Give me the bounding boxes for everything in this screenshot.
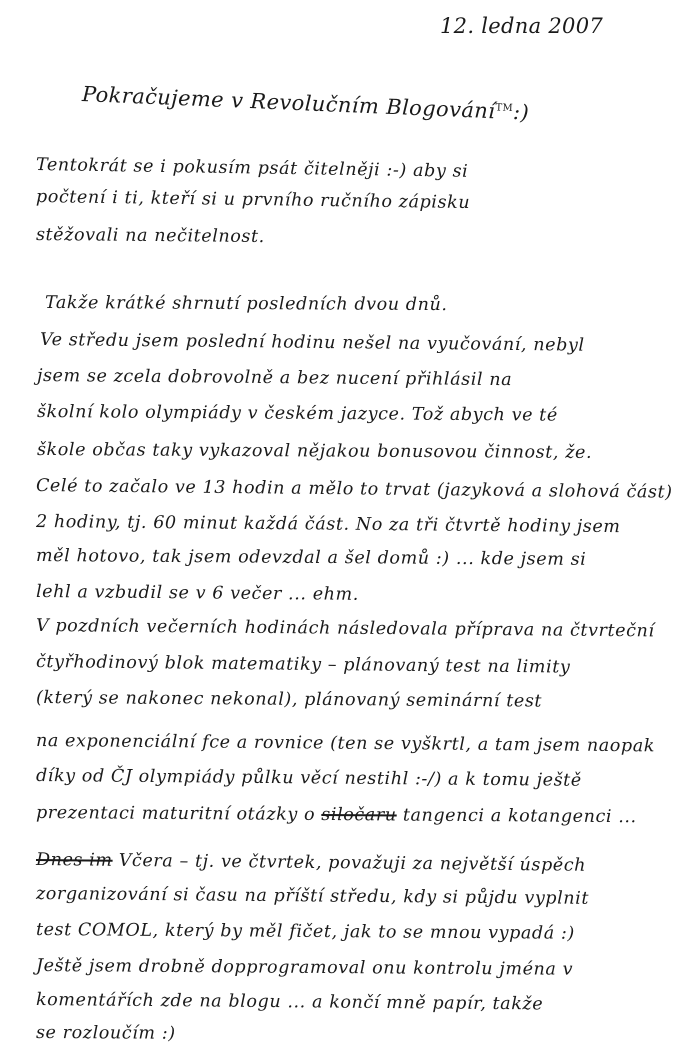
line-text: škole občas taky vykazoval nějakou bonusovou činnost, že. bbox=[36, 440, 593, 463]
note-line bbox=[36, 884, 589, 909]
note-line bbox=[37, 440, 592, 463]
title-smiley: :) bbox=[512, 100, 530, 125]
line-text: tangenci a kotangenci ... bbox=[396, 805, 637, 828]
note-line bbox=[36, 582, 359, 605]
line-text: školní kolo olympiády v českém jazyce. Tož abych ve té bbox=[36, 402, 558, 426]
line-text: Celé to začalo ve 13 hodin a mělo to trvat (jazyková a slohová část) bbox=[35, 476, 673, 503]
note-line bbox=[36, 956, 573, 980]
crossed-out-text: siločaru bbox=[321, 804, 397, 826]
line-text: prezentaci maturitní otázky o bbox=[35, 803, 322, 825]
note-title bbox=[81, 82, 529, 125]
line-text: jsem se zcela dobrovolně a bez nucení přihlásil na bbox=[36, 366, 513, 391]
note-line bbox=[36, 766, 582, 791]
note-line bbox=[36, 688, 542, 712]
note-line bbox=[36, 616, 655, 641]
note-line bbox=[36, 512, 621, 537]
title-trademark-mark: TM bbox=[495, 102, 514, 115]
note-line bbox=[36, 803, 637, 827]
note-line bbox=[36, 225, 265, 247]
note-title-text: Pokračujeme v Revolučním Blogování bbox=[81, 82, 496, 124]
line-text: čtyřhodinový blok matematiky – plánovaný test na limity bbox=[35, 652, 571, 678]
note-line bbox=[40, 330, 585, 356]
line-text: Tentokrát se i pokusím psát čitelněji :-) aby si bbox=[35, 155, 469, 182]
note-line bbox=[36, 476, 673, 503]
note-line bbox=[36, 850, 586, 876]
note-date: 12. ledna 2007 bbox=[440, 14, 604, 38]
crossed-out-text: Dnes im bbox=[35, 850, 113, 871]
line-text: se rozloučím :) bbox=[35, 1023, 176, 1044]
line-text: Včera – tj. ve čtvrtek, považuji za největší úspěch bbox=[112, 850, 587, 876]
line-text: V pozdních večerních hodinách následovala příprava na čtvrteční bbox=[35, 616, 655, 642]
line-text: Takže krátké shrnutí posledních dvou dnů. bbox=[44, 293, 448, 316]
note-line bbox=[36, 187, 470, 213]
note-line bbox=[36, 546, 587, 570]
line-text: zorganizování si času na příští středu, kdy si půjdu vyplnit bbox=[35, 884, 590, 909]
line-text: na exponenciální fce a rovnice (ten se vyškrtl, a tam jsem naopak bbox=[35, 731, 656, 757]
note-line bbox=[36, 652, 571, 678]
line-text: díky od ČJ olympiády půlku věcí nestihl :-/) a k tomu ještě bbox=[35, 766, 582, 791]
line-text: Ve středu jsem poslední hodinu nešel na vyučování, nebyl bbox=[39, 330, 585, 356]
note-line bbox=[36, 990, 543, 1014]
line-text: stěžovali na nečitelnost. bbox=[35, 225, 265, 247]
line-text: lehl a vzbudil se v 6 večer ... ehm. bbox=[35, 582, 360, 605]
line-text: test COMOL, který by měl fičet, jak to se mnou vypadá :) bbox=[35, 920, 575, 944]
line-text: měl hotovo, tak jsem odevzdal a šel domů :) ... kde jsem si bbox=[35, 546, 587, 570]
note-line bbox=[36, 731, 655, 756]
note-line bbox=[36, 155, 469, 182]
note-line bbox=[37, 366, 512, 390]
line-text: 2 hodiny, tj. 60 minut každá část. No za tři čtvrtě hodiny jsem bbox=[35, 512, 621, 538]
line-text: (který se nakonec nekonal), plánovaný seminární test bbox=[35, 688, 543, 712]
line-text: komentářích zde na blogu ... a končí mně papír, takže bbox=[35, 990, 544, 1015]
note-line bbox=[45, 293, 448, 315]
line-text: Ještě jsem drobně dopprogramoval onu kontrolu jména v bbox=[35, 956, 574, 980]
note-line bbox=[36, 1023, 176, 1044]
note-line bbox=[37, 402, 558, 426]
note-line bbox=[36, 920, 575, 944]
line-text: počtení i ti, kteří si u prvního ručního zápisku bbox=[35, 187, 471, 214]
